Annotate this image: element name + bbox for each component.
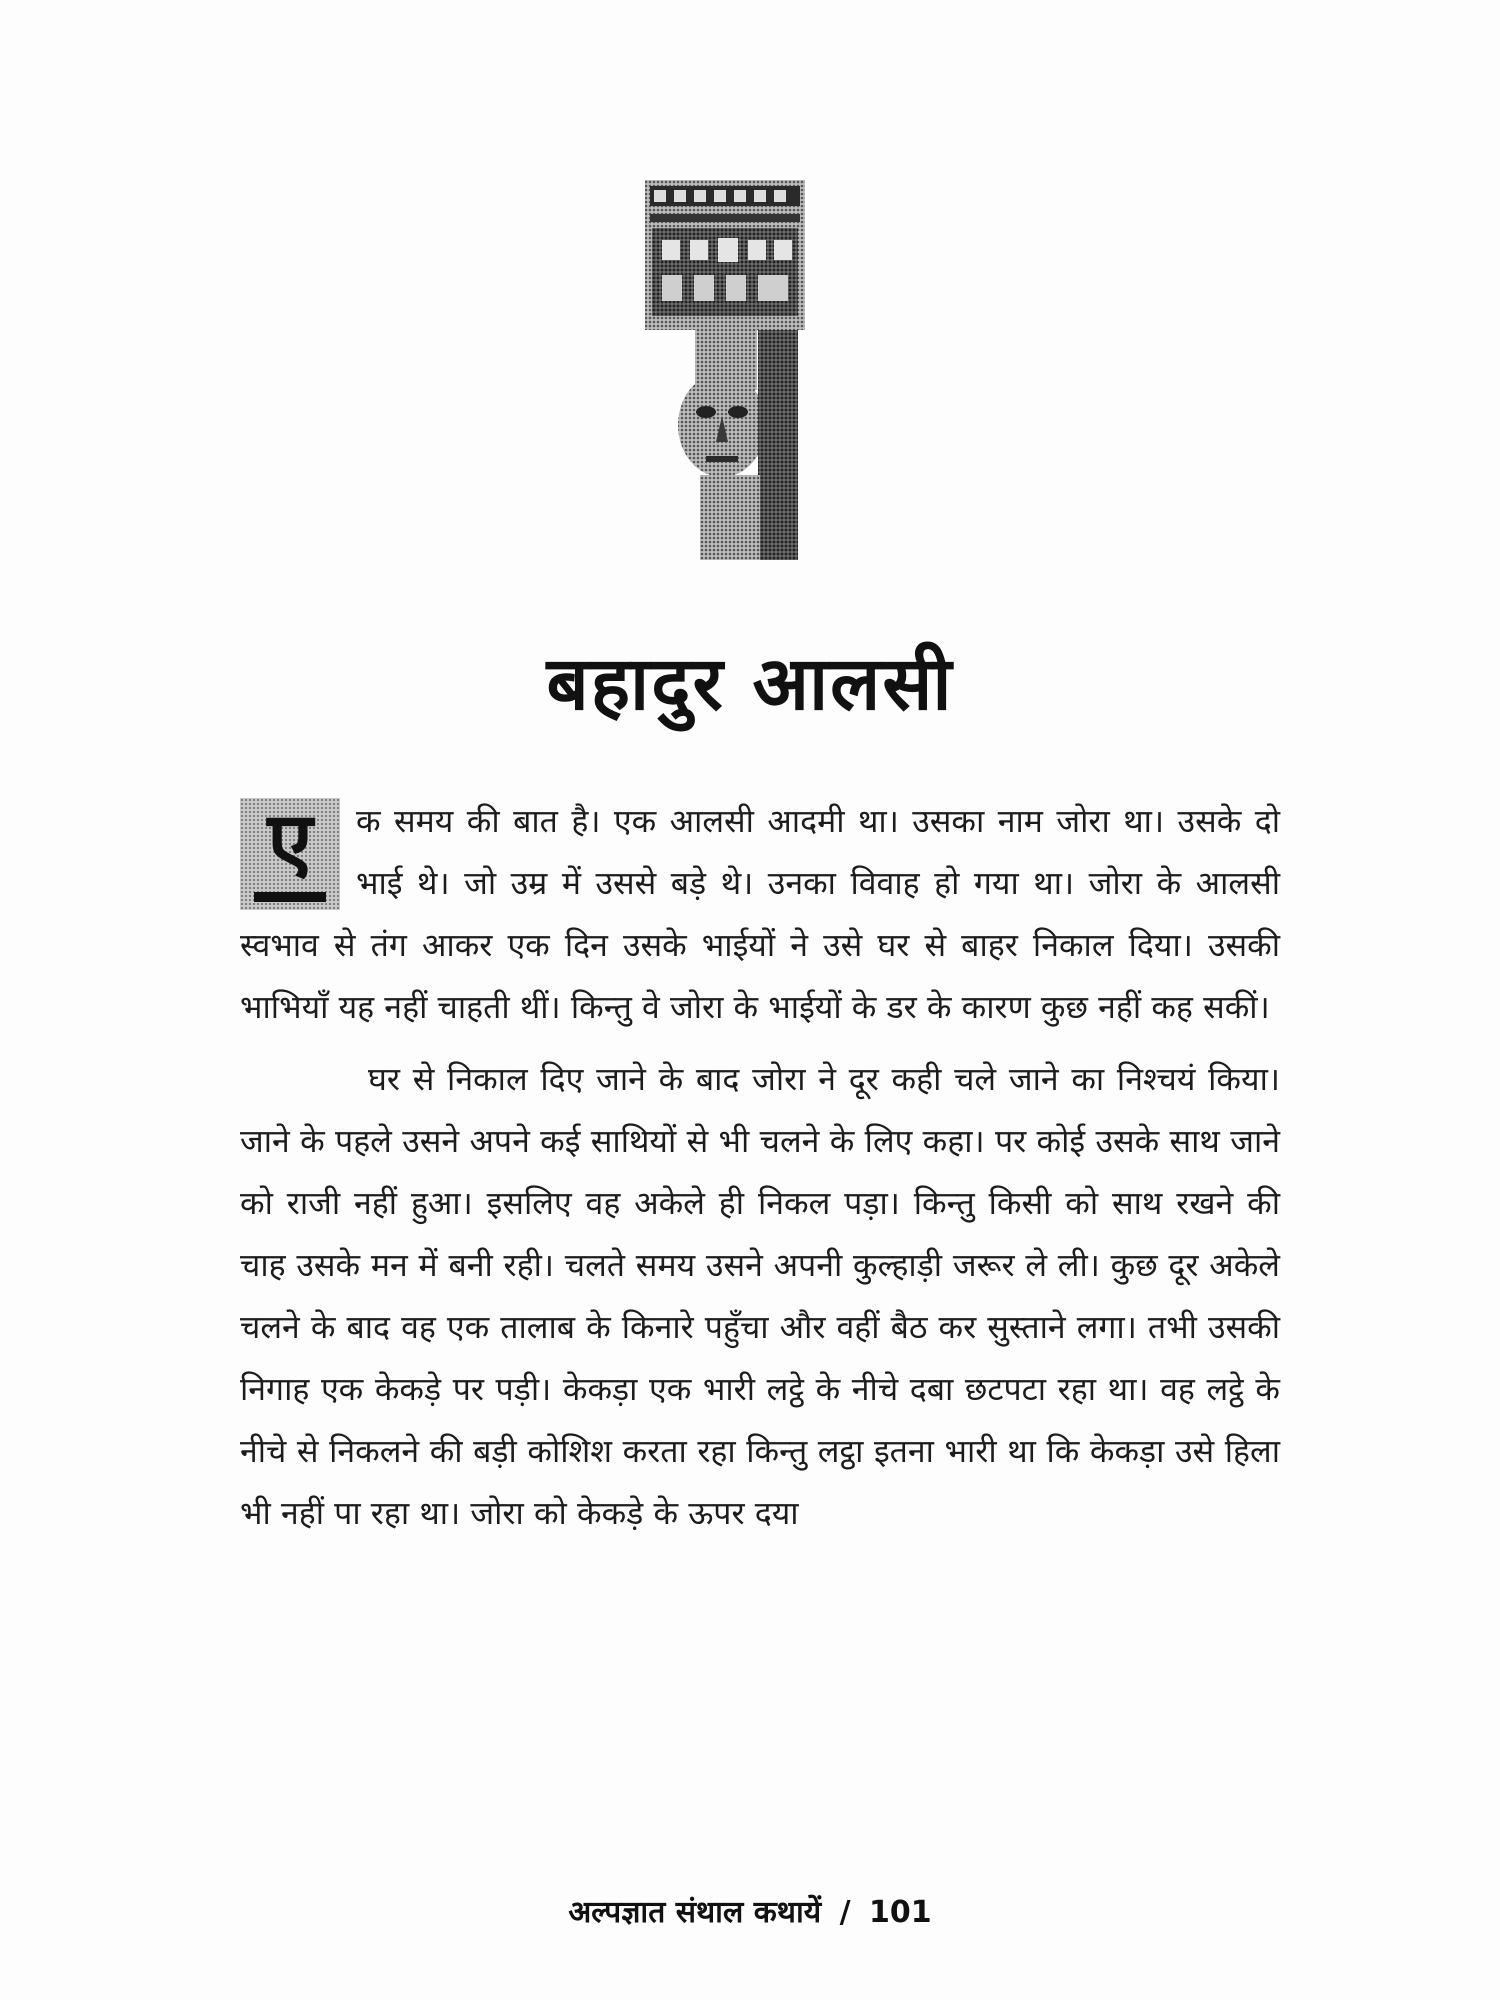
drop-cap-underline [254,892,326,902]
carved-totem-image [640,180,810,560]
story-title: बहादुर आलसी [546,641,954,727]
page-footer [0,1890,1500,1931]
page-number: 101 [869,1895,932,1930]
drop-cap-letter: ए [267,795,313,890]
paragraph-2: घर से निकाल दिए जाने के बाद जोरा ने दूर कही चले जाने का निश्चयं किया। जाने के पहले उसने अपने कई साथियों से भी चलने के लिए कहा। पर कोई उसके साथ जाने को राजी नहीं हुआ। इसलिए वह अकेले ही निकल पड़ा। किन्तु किसी को साथ रखने की चाह उसके मन में बनी रही। चलते समय उसने अपनी कुल्हाड़ी जरूर ले ली। कुछ दूर अकेले चलने के बाद वह एक तालाब के किनारे पहुँचा और वहीं बैठ कर सुस्ताने लगा। तभी उसकी निगाह एक केकड़े पर पड़ी। केकड़ा एक भारी लट्ठे के नीचे दबा छटपटा रहा था। वह लट्ठे के नीचे से निकलने की बड़ी कोशिश करता रहा किन्तु लट्ठा इतना भारी था कि केकड़ा उसे हिला भी नहीं पा रहा था। जोरा को केकड़े के ऊपर दया [240,1060,1280,1532]
paragraph-1-text: क समय की बात है। एक आलसी आदमी था। उसका नाम जोरा था। उसके दो भाई थे। जो उम्र में उससे बड़े थे। उनका विवाह हो गया था। जोरा के आलसी स्वभाव से तंग आकर एक दिन उसके भाईयों ने उसे घर से बाहर निकाल दिया। उसकी भाभियाँ यह नहीं चाहती थीं। किन्तु वे जोरा के भाईयों के डर के कारण कुछ नहीं कह सकीं। [240,802,1280,1026]
footer-separator: / [839,1895,851,1930]
book-title: अल्पज्ञात संथाल कथायें [568,1895,822,1930]
totem-illustration [640,180,810,560]
story-body [240,790,1280,1544]
paragraph-1 [240,790,1280,1038]
drop-cap [240,795,340,910]
